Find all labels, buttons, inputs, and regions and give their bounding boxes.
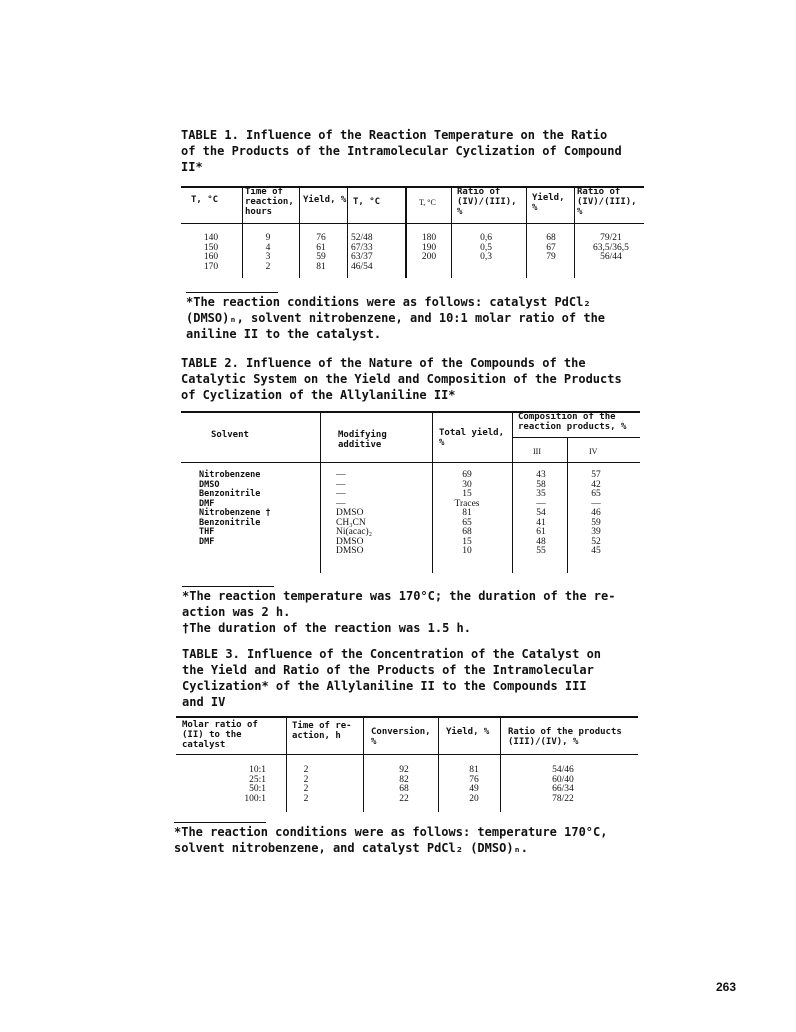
footnote-rule bbox=[186, 292, 278, 293]
table3-header-time: Time of re- action, h bbox=[292, 721, 352, 741]
table1-footnote: *The reaction conditions were as follows: catalyst PdCl₂ (DMSO)ₙ, solvent nitrobenzene, and 10:1 molar ratio of the aniline II to the catalyst. bbox=[186, 295, 606, 341]
table3-top-rule bbox=[176, 716, 638, 718]
table2-divider bbox=[432, 411, 433, 573]
table2-col-solvent: Nitrobenzene DMSO Benzonitrile DMF Nitrobenzene † Benzonitrile THF DMF bbox=[199, 470, 271, 547]
table2-footnote: *The reaction temperature was 170°C; the duration of the re- action was 2 h. †The duration of the reaction was 1.5 h. bbox=[182, 589, 616, 635]
table1-divider bbox=[526, 186, 527, 278]
table1-caption: TABLE 1. Influence of the Reaction Temperature on the Ratio of the Products of the Intramolecular Cyclization of Compound II* bbox=[181, 128, 622, 174]
table3-col-molar-ratio: 10:1 25:1 50:1 100:1 bbox=[244, 765, 266, 804]
table3-col-yield: 81 76 49 20 bbox=[469, 765, 479, 804]
table3-header-yield: Yield, % bbox=[446, 727, 490, 737]
table1-col-t: 180 190 200 bbox=[421, 233, 437, 262]
table2-subheader-rule bbox=[512, 437, 640, 438]
table1-col-ratio: 0,6 0,5 0,3 bbox=[480, 233, 492, 262]
table1-divider bbox=[405, 186, 407, 278]
table1-header-t: T, °C bbox=[353, 197, 381, 207]
table2-divider bbox=[512, 411, 513, 573]
table2-header-additive: Modifying additive bbox=[338, 430, 387, 450]
footnote-rule bbox=[174, 822, 266, 823]
table1-header-time: Time of reaction, hours bbox=[245, 187, 294, 217]
table2-col-iv: 57 42 65 — 46 59 39 52 45 bbox=[591, 470, 601, 556]
footnote-rule bbox=[182, 586, 274, 587]
table1-divider bbox=[574, 186, 575, 278]
table3-col-ratio: 54/46 60/40 66/34 78/22 bbox=[552, 765, 574, 804]
table1-divider bbox=[242, 186, 243, 278]
table3 bbox=[176, 714, 638, 812]
table1-divider bbox=[299, 186, 300, 278]
table3-header-ratio: Ratio of the products (III)/(IV), % bbox=[508, 727, 622, 747]
table3-header-molar-ratio: Molar ratio of (II) to the catalyst bbox=[182, 720, 258, 750]
table1-header-t: T, °C bbox=[191, 195, 219, 205]
table1-header-t: T, °C bbox=[419, 198, 436, 207]
table2-col-iii: 43 58 35 — 54 41 61 48 55 bbox=[536, 470, 546, 556]
table1-col-t: 140 150 160 170 bbox=[203, 233, 219, 272]
table1-header-yield: Yield, % bbox=[532, 193, 565, 213]
table1-col-yield: 76 61 59 81 bbox=[316, 233, 326, 272]
page-number: 263 bbox=[715, 980, 736, 994]
table2-divider bbox=[567, 437, 568, 573]
table2-col-additive: — — — — DMSO CH₃CN Ni(acac)₂ DMSO DMSO bbox=[336, 470, 373, 556]
table3-divider bbox=[363, 716, 364, 812]
table2 bbox=[181, 409, 640, 573]
table2-header-iii: III bbox=[533, 447, 541, 456]
table3-col-time: 2 2 2 2 bbox=[303, 765, 309, 804]
table1-col-ratio: 52/48 67/33 63/37 46/54 bbox=[351, 233, 373, 272]
table1-header-ratio: Ratio of (IV)/(III), % bbox=[577, 187, 637, 217]
table2-divider bbox=[320, 411, 321, 573]
table3-divider bbox=[286, 716, 287, 812]
table2-caption: TABLE 2. Influence of the Nature of the Compounds of the Catalytic System on the Yield and Composition of the Products of Cyclization of the Allylaniline II* bbox=[181, 356, 622, 402]
table2-header-iv: IV bbox=[589, 447, 598, 456]
table3-footnote: *The reaction conditions were as follows: temperature 170°C, solvent nitrobenzene, and catalyst PdCl₂ (DMSO)ₙ. bbox=[174, 825, 608, 855]
table1-header-yield: Yield, % bbox=[303, 195, 347, 205]
table3-header-conversion: Conversion, % bbox=[371, 727, 431, 747]
table3-col-conversion: 92 82 68 22 bbox=[399, 765, 409, 804]
table2-col-total: 69 30 15 Traces 81 65 68 15 10 bbox=[454, 470, 480, 556]
table3-caption: TABLE 3. Influence of the Concentration of the Catalyst on the Yield and Ratio of the Products of the Intramolecular Cyclization* of the Allylaniline II to the Compounds III and IV bbox=[182, 647, 602, 709]
table1-col-ratio: 79/21 63,5/36,5 56/44 bbox=[593, 233, 629, 262]
table2-header-total-yield: Total yield, % bbox=[439, 428, 505, 448]
table3-divider bbox=[438, 716, 439, 812]
table2-header-rule bbox=[181, 462, 640, 463]
table3-divider bbox=[500, 716, 501, 812]
table2-header-composition: Composition of the reaction products, % bbox=[518, 412, 627, 432]
table1-col-time: 9 4 3 2 bbox=[265, 233, 271, 272]
table1-divider bbox=[451, 186, 452, 278]
table1-divider bbox=[347, 186, 348, 278]
table2-header-solvent: Solvent bbox=[211, 430, 249, 440]
table1 bbox=[181, 183, 644, 278]
table3-header-rule bbox=[176, 754, 638, 755]
table1-header-ratio: Ratio of (IV)/(III), % bbox=[457, 187, 517, 217]
table1-col-yield: 68 67 79 bbox=[546, 233, 556, 262]
